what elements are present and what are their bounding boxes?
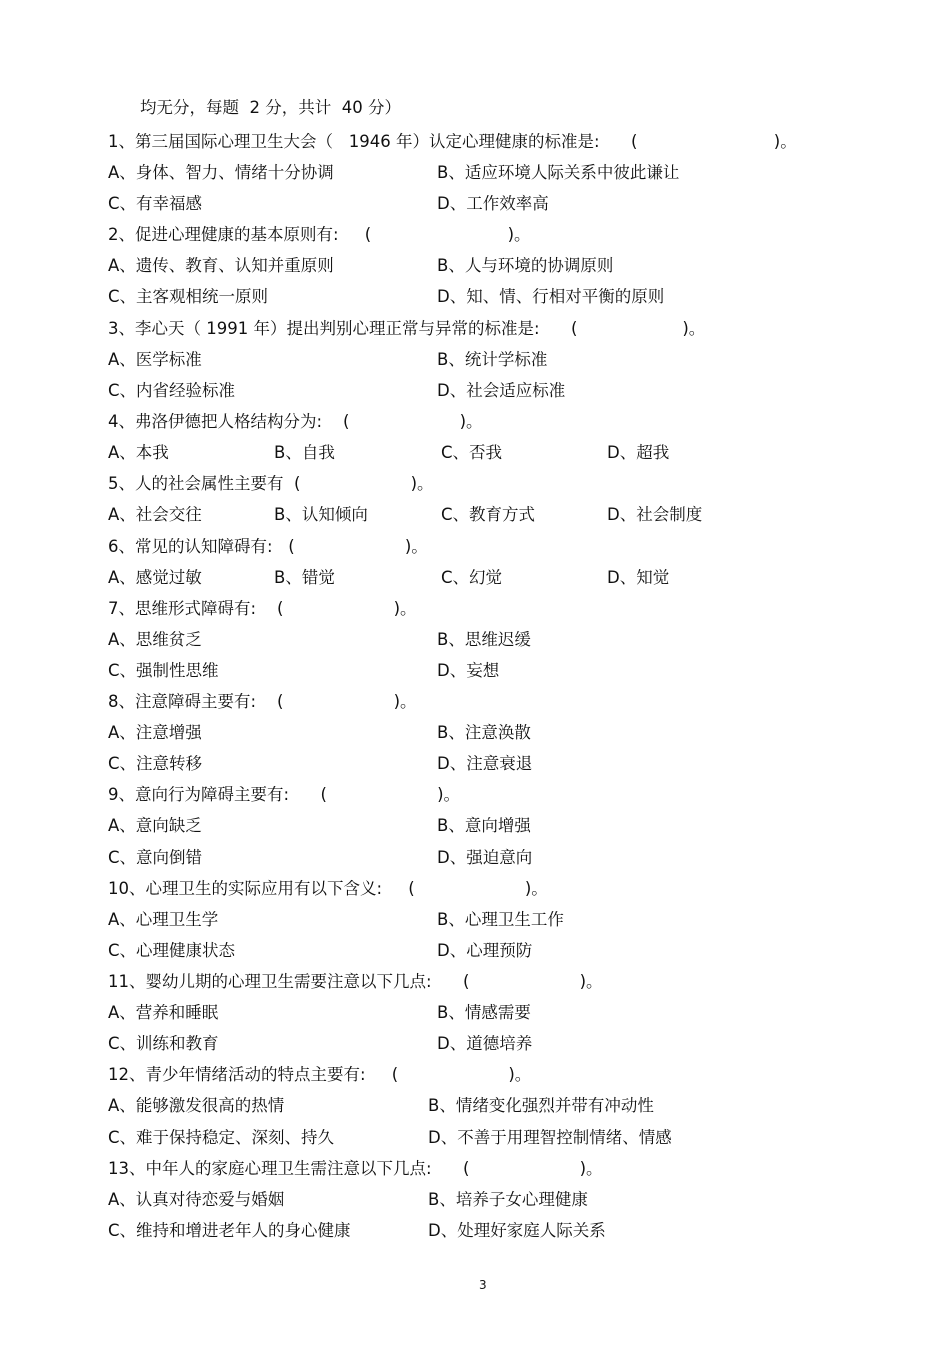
question-6-option-a: A、感觉过敏 xyxy=(108,568,202,587)
question-1-option-a: A、身体、智力、情绪十分协调 xyxy=(108,163,334,182)
question-2-option-c: C、主客观相统一原则 xyxy=(108,287,269,306)
question-1-option-c: C、有幸福感 xyxy=(108,194,203,213)
question-12-option-c: C、难于保持稳定、深刻、持久 xyxy=(108,1128,335,1147)
question-4-option-b: B、自我 xyxy=(274,443,335,462)
question-13-option-b: B、培养子女心理健康 xyxy=(428,1190,588,1209)
question-10-option-b: B、心理卫生工作 xyxy=(437,910,564,929)
question-2-option-d: D、知、情、行相对平衡的原则 xyxy=(437,287,665,306)
question-11-option-a: A、营养和睡眠 xyxy=(108,1003,219,1022)
question-8-option-d: D、注意衰退 xyxy=(437,754,533,773)
question-9-option-d: D、强迫意向 xyxy=(437,848,533,867)
question-5-option-c: C、教育方式 xyxy=(441,505,536,524)
question-3: 3、李心天（ 1991 年）提出判别心理正常与异常的标准是: ( )。 xyxy=(108,319,706,338)
question-6-option-b: B、错觉 xyxy=(274,568,335,587)
question-6: 6、常见的认知障碍有: ( )。 xyxy=(108,537,428,556)
question-11-option-d: D、道德培养 xyxy=(437,1034,533,1053)
question-10-option-c: C、心理健康状态 xyxy=(108,941,236,960)
question-7: 7、思维形式障碍有: ( )。 xyxy=(108,599,417,618)
question-4: 4、弗洛伊德把人格结构分为: ( )。 xyxy=(108,412,483,431)
question-7-option-c: C、强制性思维 xyxy=(108,661,219,680)
question-1-option-b: B、适应环境人际关系中彼此谦让 xyxy=(437,163,680,182)
question-4-option-a: A、本我 xyxy=(108,443,169,462)
question-9-option-b: B、意向增强 xyxy=(437,816,531,835)
question-3-option-c: C、内省经验标准 xyxy=(108,381,236,400)
page-number: 3 xyxy=(479,1278,487,1292)
question-3-option-b: B、统计学标准 xyxy=(437,350,548,369)
question-7-option-d: D、妄想 xyxy=(437,661,500,680)
question-3-option-a: A、医学标准 xyxy=(108,350,202,369)
question-13-option-a: A、认真对待恋爱与婚姻 xyxy=(108,1190,285,1209)
question-3-option-d: D、社会适应标准 xyxy=(437,381,566,400)
question-12: 12、青少年情绪活动的特点主要有: ( )。 xyxy=(108,1065,532,1084)
question-12-option-b: B、情绪变化强烈并带有冲动性 xyxy=(428,1096,654,1115)
question-7-option-b: B、思维迟缓 xyxy=(437,630,531,649)
question-7-option-a: A、思维贫乏 xyxy=(108,630,202,649)
question-10-option-a: A、心理卫生学 xyxy=(108,910,219,929)
question-11: 11、婴幼儿期的心理卫生需要注意以下几点: ( )。 xyxy=(108,972,603,991)
question-8-option-c: C、注意转移 xyxy=(108,754,203,773)
question-4-option-c: C、否我 xyxy=(441,443,503,462)
question-5-option-b: B、认知倾向 xyxy=(274,505,368,524)
question-6-option-d: D、知觉 xyxy=(607,568,670,587)
question-5: 5、人的社会属性主要有 ( )。 xyxy=(108,474,434,493)
question-11-option-c: C、训练和教育 xyxy=(108,1034,219,1053)
question-12-option-a: A、能够激发很高的热情 xyxy=(108,1096,285,1115)
question-9-option-c: C、意向倒错 xyxy=(108,848,203,867)
question-9: 9、意向行为障碍主要有: ( )。 xyxy=(108,785,461,804)
question-2-option-b: B、人与环境的协调原则 xyxy=(437,256,614,275)
question-2-option-a: A、遗传、教育、认知并重原则 xyxy=(108,256,334,275)
question-9-option-a: A、意向缺乏 xyxy=(108,816,202,835)
question-1-option-d: D、工作效率高 xyxy=(437,194,549,213)
question-8-option-b: B、注意涣散 xyxy=(437,723,531,742)
question-10-option-d: D、心理预防 xyxy=(437,941,533,960)
question-2: 2、促进心理健康的基本原则有: ( )。 xyxy=(108,225,531,244)
question-4-option-d: D、超我 xyxy=(607,443,670,462)
intro-line: 均无分，每题 2 分，共计 40 分） xyxy=(140,98,401,117)
question-13: 13、中年人的家庭心理卫生需注意以下几点: ( )。 xyxy=(108,1159,603,1178)
question-1: 1、第三届国际心理卫生大会（ 1946 年）认定心理健康的标准是: ( )。 xyxy=(108,132,797,151)
question-13-option-d: D、处理好家庭人际关系 xyxy=(428,1221,606,1240)
question-10: 10、心理卫生的实际应用有以下含义: ( )。 xyxy=(108,879,548,898)
question-5-option-d: D、社会制度 xyxy=(607,505,703,524)
question-5-option-a: A、社会交往 xyxy=(108,505,202,524)
question-8-option-a: A、注意增强 xyxy=(108,723,202,742)
question-8: 8、注意障碍主要有: ( )。 xyxy=(108,692,417,711)
question-11-option-b: B、情感需要 xyxy=(437,1003,531,1022)
question-6-option-c: C、幻觉 xyxy=(441,568,503,587)
question-12-option-d: D、不善于用理智控制情绪、情感 xyxy=(428,1128,672,1147)
question-13-option-c: C、维持和增进老年人的身心健康 xyxy=(108,1221,351,1240)
